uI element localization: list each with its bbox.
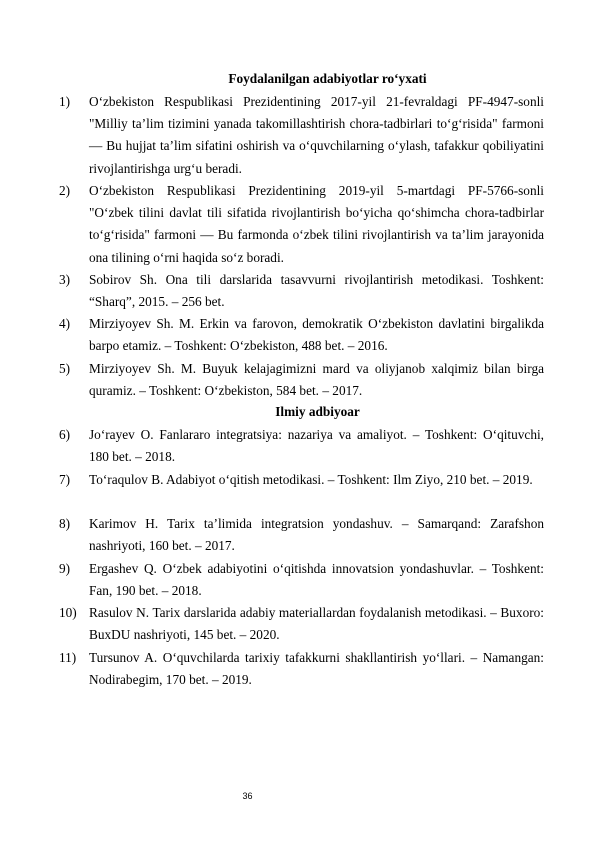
reference-item-11 [59, 647, 544, 691]
reference-text: Mirziyoyev Sh. M. Erkin va farovon, demokratik O‘zbekiston davlatini birgalikda barpo etamiz. – Toshkent: O‘zbekiston, 488 bet. – 2016. [89, 316, 544, 354]
reference-item-4 [59, 313, 544, 357]
reference-item-2 [59, 180, 544, 269]
reference-number: 2) [59, 183, 71, 198]
reference-number: 9) [59, 561, 71, 576]
reference-text: To‘raqulov B. Adabiyot o‘qitish metodikasi. – Toshkent: Ilm Ziyo, 210 bet. – 2019. [89, 472, 533, 487]
reference-text: Karimov H. Tarix ta’limida integratsion yondashuv. – Samarqand: Zarafshon nashriyoti, 160 bet. – 2017. [89, 516, 544, 554]
reference-item-6 [59, 424, 544, 468]
reference-item-10 [59, 602, 544, 646]
reference-text: Mirziyoyev Sh. M. Buyuk kelajagimizni mard va oliyjanob xalqimiz bilan birga quramiz. – Toshkent: O‘zbekiston, 584 bet. – 2017. [89, 361, 544, 399]
reference-item-9 [59, 558, 544, 602]
reference-number: 4) [59, 316, 71, 331]
page-number [0, 791, 595, 801]
reference-item-8 [59, 513, 544, 557]
reference-item-5 [59, 358, 544, 402]
references-heading: Foydalanilgan adabiyotlar ro‘yxati [228, 71, 427, 86]
reference-number: 6) [59, 427, 71, 442]
scientific-literature-heading: Ilmiy adbiyoar [275, 404, 360, 419]
reference-number: 5) [59, 361, 71, 376]
reference-text: O‘zbekiston Respublikasi Prezidentining 2019-yil 5-martdagi PF-5766-sonli "O‘zbek tilini davlat tili sifatida rivojlantirish bo‘yicha qo‘shimcha chora-tadbirlar to‘g‘risida" farmoni — Bu farmonda o‘zbek tilini rivojlantirish va ta’lim jarayonida ona tilining o‘rni haqida so‘z boradi. [89, 183, 544, 265]
reference-text: Ergashev Q. O‘zbek adabiyotini o‘qitishda innovatsion yondashuvlar. – Toshkent: Fan, 190 bet. – 2018. [89, 561, 544, 599]
page-number-label: 36 [242, 791, 253, 801]
reference-number: 11) [59, 650, 77, 665]
reference-item-3 [59, 269, 544, 313]
reference-number: 7) [59, 472, 71, 487]
reference-text: O‘zbekiston Respublikasi Prezidentining 2017-yil 21-fevraldagi PF-4947-sonli "Milliy ta’lim tizimini yanada takomillashtirish chora-tadbirlari to‘g‘risida" farmoni — Bu hujjat ta’lim sifatini oshirish va o‘quvchilarning o‘ylash, tafakkur qobiliyatini rivojlantirishga urg‘u beradi. [89, 94, 544, 176]
reference-text: Rasulov N. Tarix darslarida adabiy materiallardan foydalanish metodikasi. – Buxoro: BuxDU nashriyoti, 145 bet. – 2020. [89, 605, 544, 643]
reference-item-1 [59, 91, 544, 180]
reference-number: 3) [59, 272, 71, 287]
reference-text: Tursunov A. O‘quvchilarda tarixiy tafakkurni shakllantirish yo‘llari. – Namangan: Nodirabegim, 170 bet. – 2019. [89, 650, 544, 688]
reference-item-7 [59, 469, 544, 491]
reference-number: 1) [59, 94, 71, 109]
reference-text: Jo‘rayev O. Fanlararo integratsiya: nazariya va amaliyot. – Toshkent: O‘qituvchi, 180 bet. – 2018. [89, 427, 544, 465]
reference-text: Sobirov Sh. Ona tili darslarida tasavvurni rivojlantirish metodikasi. Toshkent: “Sharq”, 2015. – 256 bet. [89, 272, 544, 310]
reference-number: 8) [59, 516, 71, 531]
reference-number: 10) [59, 605, 77, 620]
